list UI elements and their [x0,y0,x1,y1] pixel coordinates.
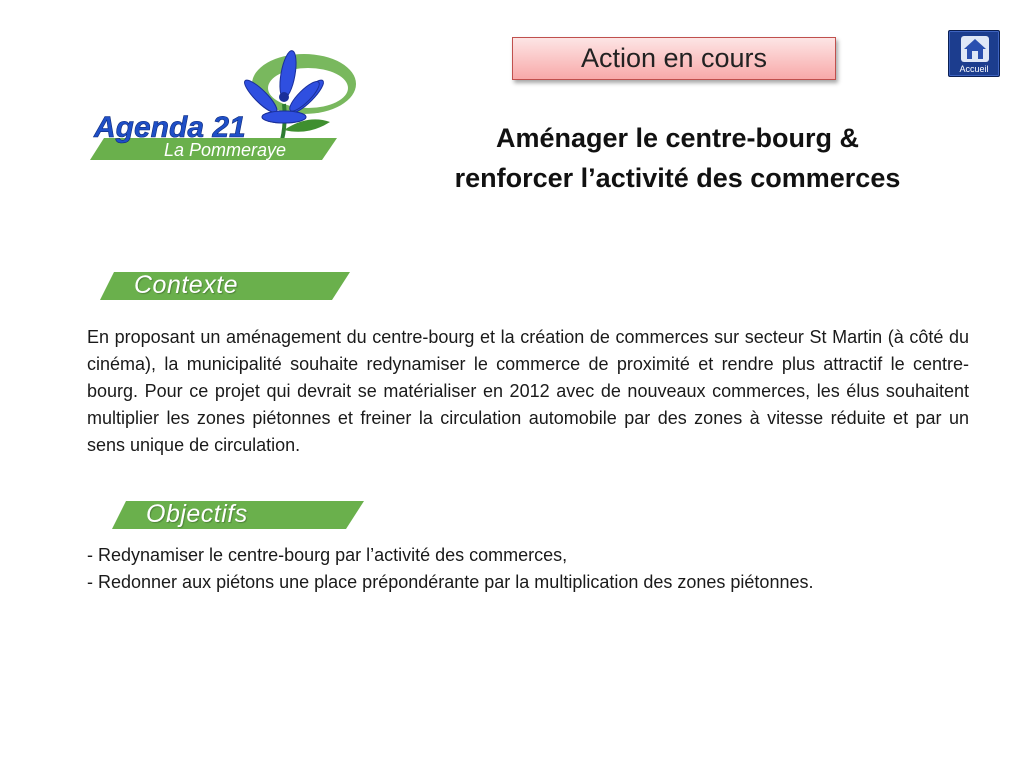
title-line-1: Aménager le centre-bourg & [495,123,860,153]
context-banner [100,270,350,300]
objectives-heading: Objectifs [146,500,248,528]
status-badge [512,37,836,80]
context-heading: Contexte [134,271,239,299]
house-icon [960,35,990,63]
status-label: Action en cours [580,43,768,73]
objective-item: - Redynamiser le centre-bourg par l’activité des commerces, [87,545,568,565]
objective-item: - Redonner aux piétons une place prépondérante par la multiplication des zones piétonnes. [87,572,814,592]
objectives-banner [112,499,364,529]
context-paragraph: En proposant un aménagement du centre-bourg et la création de commerces sur secteur St Martin (à côté du cinéma), la municipalité souhaite redynamiser le commerce de proximité et rendre plus attractif le centre-bourg. Pour ce projet qui devrait se matérialiser en 2012 avec de nouveaux commerces, les élus souhaitent multiplier les zones piétonnes et freiner la circulation automobile par des zones à vitesse réduite et par un sens unique de circulation. [87,327,969,455]
logo-title: Agenda 21 [94,111,246,144]
agenda21-logo-graphic [72,42,372,172]
title-line-2: renforcer l’activité des commerces [454,163,901,193]
logo-subtitle: La Pommeraye [164,140,287,160]
home-button[interactable] [948,30,1000,77]
page-title [420,118,935,198]
objectives-list [87,542,969,596]
home-label: Accueil [959,64,989,74]
agenda21-logo [72,42,372,172]
